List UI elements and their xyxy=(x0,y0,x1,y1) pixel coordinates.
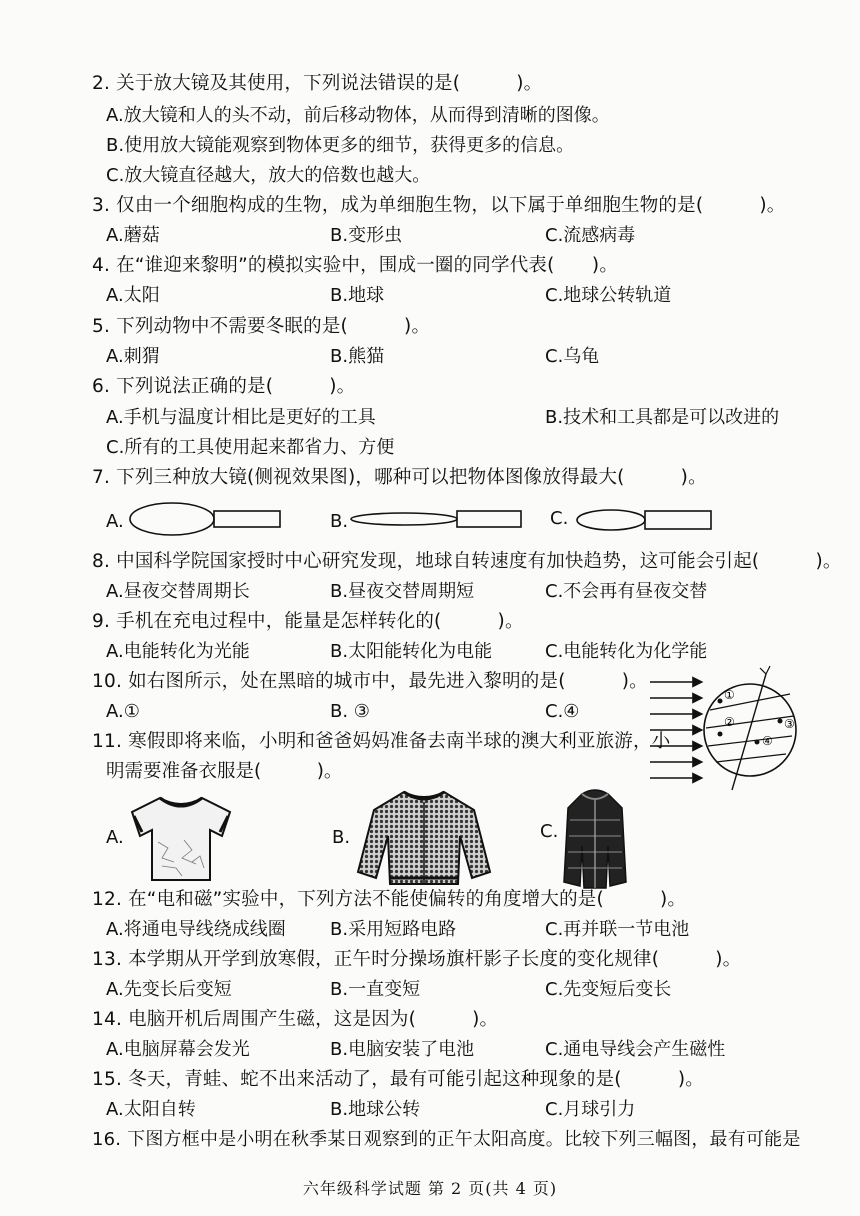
q4-option-a: A.太阳 xyxy=(106,285,160,306)
q5-option-a: A.刺猬 xyxy=(106,346,160,367)
question-6: 6. 下列说法正确的是( )。 xyxy=(92,376,356,397)
globe-label-2: ② xyxy=(724,715,735,729)
q10-option-c: C.④ xyxy=(545,701,580,722)
q11-option-c: C. xyxy=(540,821,559,842)
question-8: 8. 中国科学院国家授时中心研究发现，地球自转速度有加快趋势，这可能会引起( )。 xyxy=(92,551,842,572)
globe-label-4: ④ xyxy=(762,734,773,748)
q13-option-a: A.先变长后变短 xyxy=(106,979,232,1000)
down-jacket-icon xyxy=(560,786,630,890)
q15-option-c: C.月球引力 xyxy=(545,1099,636,1120)
question-10: 10. 如右图所示，处在黑暗的城市中，最先进入黎明的是( )。 xyxy=(92,671,648,692)
q12-option-a: A.将通电导线绕成线圈 xyxy=(106,919,286,940)
question-11-line2: 明需要准备衣服是( )。 xyxy=(106,761,343,782)
question-15: 15. 冬天，青蛙、蛇不出来活动了，最有可能引起这种现象的是( )。 xyxy=(92,1069,704,1090)
q10-option-a: A.① xyxy=(106,701,140,722)
q4-option-b: B.地球 xyxy=(330,285,385,306)
q11-option-a: A. xyxy=(106,827,124,848)
globe-label-3: ③ xyxy=(784,717,795,731)
q15-option-a: A.太阳自转 xyxy=(106,1099,196,1120)
q3-option-c: C.流感病毒 xyxy=(545,225,636,246)
q8-option-a: A.昼夜交替周期长 xyxy=(106,581,250,602)
q8-option-c: C.不会再有昼夜交替 xyxy=(545,581,708,602)
magnifier-a-icon xyxy=(128,500,283,540)
q6-option-b: B.技术和工具都是可以改进的 xyxy=(545,407,780,428)
magnifier-b-icon xyxy=(350,503,525,533)
q13-option-c: C.先变短后变长 xyxy=(545,979,672,1000)
q7-option-c: C. xyxy=(550,508,569,529)
question-16: 16. 下图方框中是小明在秋季某日观察到的正午太阳高度。比较下列三幅图，最有可能是 xyxy=(92,1129,801,1150)
q4-option-c: C.地球公转轨道 xyxy=(545,285,672,306)
question-13: 13. 本学期从开学到放寒假，正午时分操场旗杆影子长度的变化规律( )。 xyxy=(92,949,742,970)
q3-option-b: B.变形虫 xyxy=(330,225,403,246)
q14-option-a: A.电脑屏幕会发光 xyxy=(106,1039,250,1060)
q14-option-c: C.通电导线会产生磁性 xyxy=(545,1039,726,1060)
q5-option-c: C.乌龟 xyxy=(545,346,600,367)
q2-option-c: C.放大镜直径越大，放大的倍数也越大。 xyxy=(106,165,431,186)
q7-option-a: A. xyxy=(106,511,124,532)
question-7: 7. 下列三种放大镜(侧视效果图)，哪种可以把物体图像放得最大( )。 xyxy=(92,467,707,488)
sweater-icon xyxy=(354,784,494,890)
question-12: 12. 在“电和磁”实验中，下列方法不能使偏转的角度增大的是( )。 xyxy=(92,889,687,910)
q9-option-c: C.电能转化为化学能 xyxy=(545,641,708,662)
question-4: 4. 在“谁迎来黎明”的模拟实验中，围成一圈的同学代表( )。 xyxy=(92,255,619,276)
question-11-line1: 11. 寒假即将来临，小明和爸爸妈妈准备去南半球的澳大利亚旅游，小 xyxy=(92,731,671,752)
q12-option-c: C.再并联一节电池 xyxy=(545,919,690,940)
q11-option-b: B. xyxy=(332,827,351,848)
q6-option-c: C.所有的工具使用起来都省力、方便 xyxy=(106,437,395,458)
q6-option-a: A.手机与温度计相比是更好的工具 xyxy=(106,407,376,428)
question-3: 3. 仅由一个细胞构成的生物，成为单细胞生物，以下属于单细胞生物的是( )。 xyxy=(92,195,786,216)
question-9: 9. 手机在充电过程中，能量是怎样转化的( )。 xyxy=(92,611,524,632)
q10-option-b: B. ③ xyxy=(330,701,370,722)
q2-option-b: B.使用放大镜能观察到物体更多的细节，获得更多的信息。 xyxy=(106,135,575,156)
q15-option-b: B.地球公转 xyxy=(330,1099,421,1120)
q2-option-a: A.放大镜和人的头不动，前后移动物体，从而得到清晰的图像。 xyxy=(106,105,610,126)
q9-option-b: B.太阳能转化为电能 xyxy=(330,641,493,662)
tshirt-icon xyxy=(126,792,236,884)
q3-option-a: A.蘑菇 xyxy=(106,225,160,246)
page-footer: 六年级科学试题 第 2 页(共 4 页) xyxy=(302,1179,558,1198)
q9-option-a: A.电能转化为光能 xyxy=(106,641,250,662)
q13-option-b: B.一直变短 xyxy=(330,979,421,1000)
q7-option-b: B. xyxy=(330,511,349,532)
question-5: 5. 下列动物中不需要冬眠的是( )。 xyxy=(92,316,431,337)
magnifier-c-icon xyxy=(576,503,716,537)
q8-option-b: B.昼夜交替周期短 xyxy=(330,581,475,602)
question-2: 2. 关于放大镜及其使用，下列说法错误的是( )。 xyxy=(92,73,543,94)
q14-option-b: B.电脑安装了电池 xyxy=(330,1039,475,1060)
q5-option-b: B.熊猫 xyxy=(330,346,385,367)
question-14: 14. 电脑开机后周围产生磁，这是因为( )。 xyxy=(92,1009,499,1030)
q12-option-b: B.采用短路电路 xyxy=(330,919,457,940)
globe-label-1: ① xyxy=(724,688,735,702)
